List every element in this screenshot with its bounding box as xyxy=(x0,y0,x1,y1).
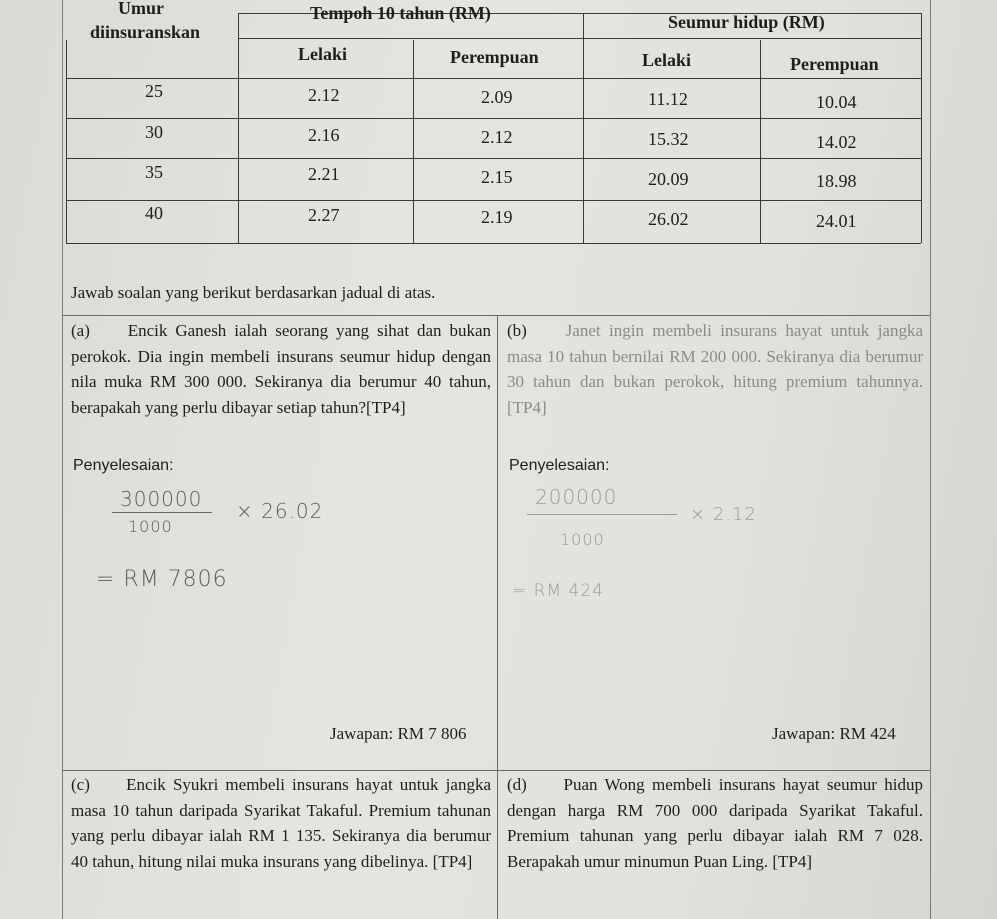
question-text: Puan Wong membeli insurans hayat seumur hidup dengan harga RM 700 000 daripada Syarikat Takaful. Premium tahunan yang perlu dibayar ialah RM 7 028. Berapakah umur minumun Puan Ling. [TP4] xyxy=(507,775,924,871)
header-life-male: Lelaki xyxy=(642,50,692,70)
table-cell: 2.12 xyxy=(308,85,340,105)
question-label: (a) xyxy=(71,321,90,340)
table-cell: 10.04 xyxy=(816,92,857,112)
table-cell-age: 25 xyxy=(145,81,163,101)
fraction-bar xyxy=(112,512,212,513)
solution-label: Penyelesaian: xyxy=(509,457,610,474)
table-cell: 15.32 xyxy=(648,129,689,149)
work-result: = RM 7806 xyxy=(96,567,228,592)
table-cell-age: 40 xyxy=(145,203,163,223)
header-term-female: Perempuan xyxy=(450,47,539,67)
fraction-bar xyxy=(527,514,677,515)
table-rule xyxy=(238,38,921,39)
question-label: (b) xyxy=(507,321,527,340)
work-result: = RM 424 xyxy=(512,581,604,601)
page-frame-left xyxy=(62,0,63,919)
table-cell: 18.98 xyxy=(816,171,857,191)
table-rule xyxy=(238,13,239,243)
question-label: (c) xyxy=(71,775,90,794)
table-cell: 11.12 xyxy=(648,89,688,109)
table-cell: 2.12 xyxy=(481,127,513,147)
question-rule xyxy=(62,315,930,316)
table-cell: 2.15 xyxy=(481,167,513,187)
question-divider xyxy=(497,315,498,919)
table-rule xyxy=(583,13,584,243)
table-rule xyxy=(66,40,67,243)
work-multiplier: × 2.12 xyxy=(690,504,757,525)
table-cell: 20.09 xyxy=(648,169,689,189)
page-frame-right xyxy=(930,0,931,919)
table-rule xyxy=(66,158,921,159)
table-cell-age: 35 xyxy=(145,162,163,182)
table-rule xyxy=(66,243,921,244)
question-rule xyxy=(62,770,930,771)
work-denominator: 1000 xyxy=(128,517,173,536)
table-cell: 2.27 xyxy=(308,205,340,225)
work-multiplier: × 26.02 xyxy=(236,499,324,523)
table-cell: 2.16 xyxy=(308,125,340,145)
table-rule xyxy=(66,118,921,119)
table-cell: 24.01 xyxy=(816,211,857,231)
header-age-line2: diinsuranskan xyxy=(90,22,201,42)
header-term: Tempoh 10 tahun (RM) xyxy=(310,3,491,23)
question-text: Encik Ganesh ialah seorang yang sihat dan bukan perokok. Dia ingin membeli insurans seumur hidup dengan nila muka RM 300 000. Sekiranya dia berumur 40 tahun, berapakah yang perlu dibayar setiap tahun?[TP4] xyxy=(71,321,492,417)
table-cell: 2.21 xyxy=(308,164,340,184)
table-cell-age: 30 xyxy=(145,122,163,142)
question-text: Encik Syukri membeli insurans hayat untuk jangka masa 10 tahun daripada Syarikat Takaful. Premium tahunan yang perlu dibayar ialah RM 1 135. Sekiranya dia berumur 40 tahun, hitung nilai muka insurans yang dibelinya. [TP4] xyxy=(71,775,491,871)
work-denominator: 1000 xyxy=(560,530,605,549)
question-text: Janet ingin membeli insurans hayat untuk jangka masa 10 tahun bernilai RM 200 000. Sekiranya dia berumur 30 tahun dan bukan perokok, hitung premium tahunnya. [TP4] xyxy=(507,321,924,417)
table-cell: 14.02 xyxy=(816,132,857,152)
header-life-female: Perempuan xyxy=(790,54,879,74)
table-rule xyxy=(66,78,921,79)
table-rule xyxy=(760,40,761,243)
question-label: (d) xyxy=(507,775,527,794)
table-rule xyxy=(921,13,922,243)
header-whole-life: Seumur hidup (RM) xyxy=(668,12,825,32)
table-cell: 2.09 xyxy=(481,87,513,107)
work-numerator: 200000 xyxy=(535,485,618,509)
answer-text: Jawapan: RM 7 806 xyxy=(330,724,467,743)
table-rule xyxy=(413,40,414,243)
table-cell: 2.19 xyxy=(481,207,513,227)
solution-label: Penyelesaian: xyxy=(73,457,174,474)
table-rule xyxy=(66,200,921,201)
header-term-male: Lelaki xyxy=(298,44,348,64)
answer-text: Jawapan: RM 424 xyxy=(772,724,896,743)
work-numerator: 300000 xyxy=(120,487,203,511)
instruction-text: Jawab soalan yang berikut berdasarkan jadual di atas. xyxy=(71,283,436,302)
table-cell: 26.02 xyxy=(648,209,689,229)
header-age-line1: Umur xyxy=(118,0,164,18)
